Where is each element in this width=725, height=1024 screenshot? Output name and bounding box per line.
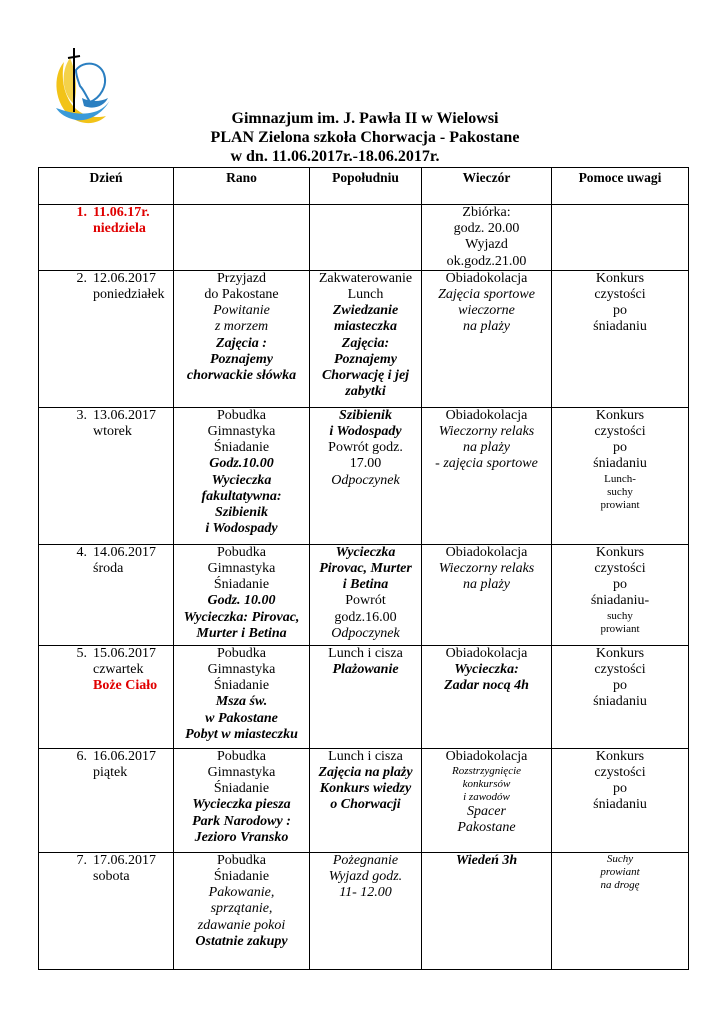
pomoce-line: na drogę — [600, 878, 640, 891]
pomoce-line: po — [613, 303, 627, 319]
wieczor-line: Zajęcia sportowe — [438, 287, 535, 303]
rano-line: Śniadanie — [213, 577, 270, 593]
col-header-day: Dzień — [39, 168, 174, 205]
day-number: 7. — [76, 852, 87, 868]
day-number: 1. — [76, 205, 87, 220]
table-row — [39, 270, 689, 407]
popoludniu-line: Odpoczynek — [331, 472, 400, 488]
rano-line: Godz.10.00 — [209, 456, 274, 472]
table-row — [39, 748, 689, 852]
day-date: 13.06.2017 — [93, 407, 156, 423]
popoludniu-line: o Chorwacji — [330, 797, 401, 813]
pomoce-line: po — [613, 678, 627, 694]
wieczor-lines — [424, 545, 549, 594]
wieczor-line: Wycieczka: — [454, 662, 519, 678]
day-weekday: czwartek — [93, 662, 144, 678]
wieczor-cell — [422, 852, 552, 969]
pomoce-line: Suchy — [606, 852, 634, 865]
rano-line: Śniadanie — [213, 678, 270, 694]
rano-line: Godz. 10.00 — [207, 593, 276, 609]
pomoce-lines — [554, 545, 686, 636]
wieczor-lines — [424, 408, 549, 473]
rano-line: Śniadanie — [213, 781, 270, 797]
wieczor-line: Spacer — [467, 804, 506, 820]
day-date: 11.06.17r. — [93, 205, 150, 220]
wieczor-line: na plaży — [462, 577, 511, 593]
pomoce-lines — [554, 271, 686, 336]
day-cell — [39, 205, 174, 271]
pomoce-line: prowiant — [600, 865, 640, 878]
popoludniu-line: Chorwację i jej — [321, 368, 410, 384]
pomoce-line: śniadaniu — [593, 456, 647, 472]
wieczor-cell — [422, 748, 552, 852]
popoludniu-lines — [312, 646, 419, 678]
rano-line: Powitanie — [213, 303, 270, 319]
pomoce-lines — [554, 853, 686, 892]
wieczor-lines — [424, 853, 549, 869]
day-weekday: sobota — [93, 869, 130, 885]
popoludniu-line: Pirovac, Murter — [319, 561, 412, 577]
rano-line: sprzątanie, — [210, 901, 273, 917]
popoludniu-line: Lunch i cisza — [328, 645, 403, 661]
wieczor-lines — [424, 749, 549, 837]
popoludniu-line: zabytki — [345, 384, 386, 400]
rano-line: Park Narodowy : — [192, 813, 291, 829]
table-header-row — [39, 168, 689, 205]
wieczor-line: na plaży — [462, 440, 511, 456]
rano-line: Ostatnie zakupy — [195, 933, 288, 949]
pomoce-cell — [552, 205, 689, 271]
popoludniu-line: miasteczka — [334, 319, 397, 335]
rano-line: Przyjazd — [217, 270, 266, 286]
rano-line: i Wodospady — [205, 521, 278, 537]
pomoce-cell — [552, 748, 689, 852]
popoludniu-line: Powrót — [345, 593, 386, 609]
wieczor-lines — [424, 271, 549, 336]
popoludniu-line: Odpoczynek — [331, 625, 400, 641]
rano-line: Gimnastyka — [207, 662, 276, 678]
wieczor-line: Wieczorny relaks — [438, 424, 535, 440]
rano-line: do Pakostane — [204, 287, 279, 303]
popoludniu-lines — [312, 749, 419, 814]
pomoce-line: Lunch- — [604, 472, 636, 485]
wieczor-line: wieczorne — [458, 303, 515, 319]
rano-cell — [174, 645, 310, 748]
wieczor-line: Wieczorny relaks — [438, 561, 535, 577]
rano-line: Szibienik — [215, 505, 268, 521]
day-date: 12.06.2017 — [93, 270, 156, 286]
popoludniu-line: Wyjazd godz. — [328, 869, 403, 885]
day-number: 2. — [76, 270, 87, 286]
wieczor-line: Obiadokolacja — [445, 407, 528, 423]
popoludniu-line: 11- 12.00 — [339, 885, 392, 901]
day-weekday: piątek — [93, 765, 128, 781]
pomoce-cell — [552, 407, 689, 544]
wieczor-line: Obiadokolacja — [445, 748, 528, 764]
wieczor-line: i zawodów — [463, 791, 510, 804]
day-holiday: Boże Ciało — [93, 678, 158, 694]
day-weekday: niedziela — [93, 221, 146, 237]
pomoce-cell — [552, 852, 689, 969]
wieczor-cell — [422, 645, 552, 748]
rano-line: Pobudka — [217, 748, 266, 764]
table-row — [39, 645, 689, 748]
col-header-notes: Pomoce uwagi — [552, 168, 689, 205]
day-cell — [39, 645, 174, 748]
pomoce-line: po — [613, 781, 627, 797]
pomoce-line: prowiant — [600, 622, 640, 635]
pomoce-line: czystości — [594, 765, 646, 781]
popoludniu-lines — [312, 853, 419, 902]
wieczor-lines — [424, 646, 549, 695]
pomoce-line: czystości — [594, 662, 646, 678]
schedule-table — [38, 167, 689, 970]
day-cell — [39, 407, 174, 544]
wieczor-line: konkursów — [462, 778, 511, 791]
rano-line: w Pakostane — [205, 710, 278, 726]
rano-line: Wycieczka piesza — [192, 797, 291, 813]
pomoce-line: Konkurs — [595, 407, 645, 423]
rano-cell — [174, 407, 310, 544]
col-header-evening: Wieczór — [422, 168, 552, 205]
day-date: 14.06.2017 — [93, 544, 156, 560]
rano-line: Gimnastyka — [207, 561, 276, 577]
wieczor-cell — [422, 270, 552, 407]
school-name: Gimnazjum im. J. Pawła II w Wielowsi — [231, 110, 499, 127]
rano-lines — [176, 271, 307, 384]
wieczor-line: Wiedeń 3h — [455, 852, 518, 868]
pomoce-line: suchy — [607, 485, 633, 498]
pomoce-line: Konkurs — [595, 270, 645, 286]
popoludniu-line: godz.16.00 — [334, 609, 397, 625]
rano-line: Śniadanie — [213, 869, 270, 885]
pomoce-lines — [554, 646, 686, 711]
pomoce-lines — [554, 408, 686, 512]
rano-line: Pobudka — [217, 852, 266, 868]
day-weekday: środa — [93, 561, 124, 577]
popoludniu-cell — [310, 748, 422, 852]
pomoce-line: śniadaniu — [593, 694, 647, 710]
popoludniu-line: Szibienik — [339, 407, 392, 423]
rano-line: Poznajemy — [210, 351, 273, 367]
wieczor-line: Zadar nocą 4h — [444, 678, 529, 694]
col-header-afternoon: Popołudniu — [310, 168, 422, 205]
rano-line: Murter i Betina — [196, 625, 287, 641]
pomoce-cell — [552, 645, 689, 748]
plan-title: PLAN Zielona szkoła Chorwacja - Pakostane — [210, 129, 520, 146]
rano-cell — [174, 270, 310, 407]
wieczor-lines — [424, 205, 549, 270]
popoludniu-line: Pożegnanie — [332, 852, 399, 868]
day-date: 15.06.2017 — [93, 645, 156, 661]
day-cell — [39, 544, 174, 645]
pomoce-line: po — [613, 577, 627, 593]
day-weekday: poniedziałek — [93, 287, 165, 303]
popoludniu-line: Konkurs wiedzy — [319, 781, 412, 797]
popoludniu-line: i Wodospady — [329, 424, 402, 440]
rano-lines — [176, 853, 307, 950]
popoludniu-line: Zwiedzanie — [332, 303, 399, 319]
rano-lines — [176, 749, 307, 846]
popoludniu-cell — [310, 270, 422, 407]
pomoce-line: po — [613, 440, 627, 456]
rano-cell — [174, 852, 310, 969]
table-row — [39, 205, 689, 271]
pomoce-line: prowiant — [600, 498, 640, 511]
pomoce-line: Konkurs — [595, 748, 645, 764]
wieczor-line: Rozstrzygnięcie — [451, 765, 522, 778]
wieczor-line: Zbiórka: — [462, 205, 511, 220]
rano-line: Msza św. — [215, 694, 268, 710]
wieczor-cell — [422, 407, 552, 544]
wieczor-cell — [422, 544, 552, 645]
popoludniu-line: Poznajemy — [334, 351, 397, 367]
rano-line: Jezioro Vransko — [194, 829, 289, 845]
wieczor-line: Obiadokolacja — [445, 645, 528, 661]
popoludniu-line: 17.00 — [349, 456, 382, 472]
rano-cell — [174, 748, 310, 852]
wieczor-line: na plaży — [462, 319, 511, 335]
day-number: 5. — [76, 645, 87, 661]
day-number: 3. — [76, 407, 87, 423]
wieczor-line: Obiadokolacja — [445, 270, 528, 286]
popoludniu-cell — [310, 205, 422, 271]
popoludniu-lines — [312, 271, 419, 401]
rano-line: Pobudka — [217, 407, 266, 423]
popoludniu-lines — [312, 545, 419, 642]
rano-lines — [176, 545, 307, 642]
rano-line: Gimnastyka — [207, 765, 276, 781]
popoludniu-line: Zakwaterowanie — [318, 270, 413, 286]
rano-line: zdawanie pokoi — [197, 917, 286, 933]
rano-line: fakultatywna: — [201, 488, 282, 504]
wieczor-line: Obiadokolacja — [445, 544, 528, 560]
popoludniu-line: Lunch — [347, 287, 384, 303]
popoludniu-cell — [310, 407, 422, 544]
rano-cell — [174, 544, 310, 645]
pomoce-line: czystości — [594, 287, 646, 303]
popoludniu-line: Plażowanie — [332, 662, 399, 678]
rano-line: z morzem — [214, 319, 269, 335]
popoludniu-cell — [310, 852, 422, 969]
popoludniu-line: Wycieczka — [335, 544, 396, 560]
popoludniu-lines — [312, 408, 419, 489]
col-header-morning: Rano — [174, 168, 310, 205]
wieczor-line: godz. 20.00 — [453, 221, 520, 237]
pomoce-line: śniadaniu — [593, 797, 647, 813]
rano-line: Wycieczka — [211, 472, 272, 488]
wieczor-line: - zajęcia sportowe — [435, 456, 538, 472]
rano-line: Wycieczka: Pirovac, — [183, 609, 300, 625]
day-date: 16.06.2017 — [93, 748, 156, 764]
pomoce-line: czystości — [594, 424, 646, 440]
pomoce-line: śniadaniu- — [590, 593, 650, 609]
pomoce-line: Konkurs — [595, 645, 645, 661]
pomoce-lines — [554, 749, 686, 814]
pomoce-line: czystości — [594, 561, 646, 577]
plan-dates: w dn. 11.06.2017r.-18.06.2017r. — [230, 148, 440, 165]
day-weekday: wtorek — [93, 424, 132, 440]
popoludniu-line: Lunch i cisza — [328, 748, 403, 764]
day-cell — [39, 852, 174, 969]
rano-line: Pobyt w miasteczku — [185, 726, 298, 742]
day-number: 4. — [76, 544, 87, 560]
rano-cell — [174, 205, 310, 271]
rano-line: Śniadanie — [213, 440, 270, 456]
day-date: 17.06.2017 — [93, 852, 156, 868]
rano-lines — [176, 646, 307, 743]
pomoce-line: suchy — [607, 609, 633, 622]
pomoce-line: śniadaniu — [593, 319, 647, 335]
popoludniu-line: i Betina — [342, 577, 389, 593]
rano-line: chorwackie słówka — [186, 368, 297, 384]
day-number: 6. — [76, 748, 87, 764]
rano-line: Gimnastyka — [207, 424, 276, 440]
rano-line: Pobudka — [217, 544, 266, 560]
day-cell — [39, 748, 174, 852]
rano-line: Pakowanie, — [208, 885, 275, 901]
wieczor-line: ok.godz.21.00 — [446, 253, 527, 269]
rano-line: Zajęcia : — [216, 335, 267, 351]
rano-line: Pobudka — [217, 645, 266, 661]
wieczor-line: Wyjazd — [465, 237, 508, 253]
table-row — [39, 544, 689, 645]
day-cell — [39, 270, 174, 407]
wieczor-line: Pakostane — [457, 820, 516, 836]
pomoce-line: Konkurs — [595, 544, 645, 560]
pomoce-cell — [552, 270, 689, 407]
popoludniu-line: Powrót godz. — [328, 440, 403, 456]
popoludniu-cell — [310, 645, 422, 748]
popoludniu-line: Zajęcia na plaży — [318, 765, 413, 781]
table-row — [39, 407, 689, 544]
popoludniu-cell — [310, 544, 422, 645]
table-row — [39, 852, 689, 969]
wieczor-cell — [422, 205, 552, 271]
popoludniu-line: Zajęcia: — [341, 335, 390, 351]
pomoce-cell — [552, 544, 689, 645]
rano-lines — [176, 408, 307, 538]
